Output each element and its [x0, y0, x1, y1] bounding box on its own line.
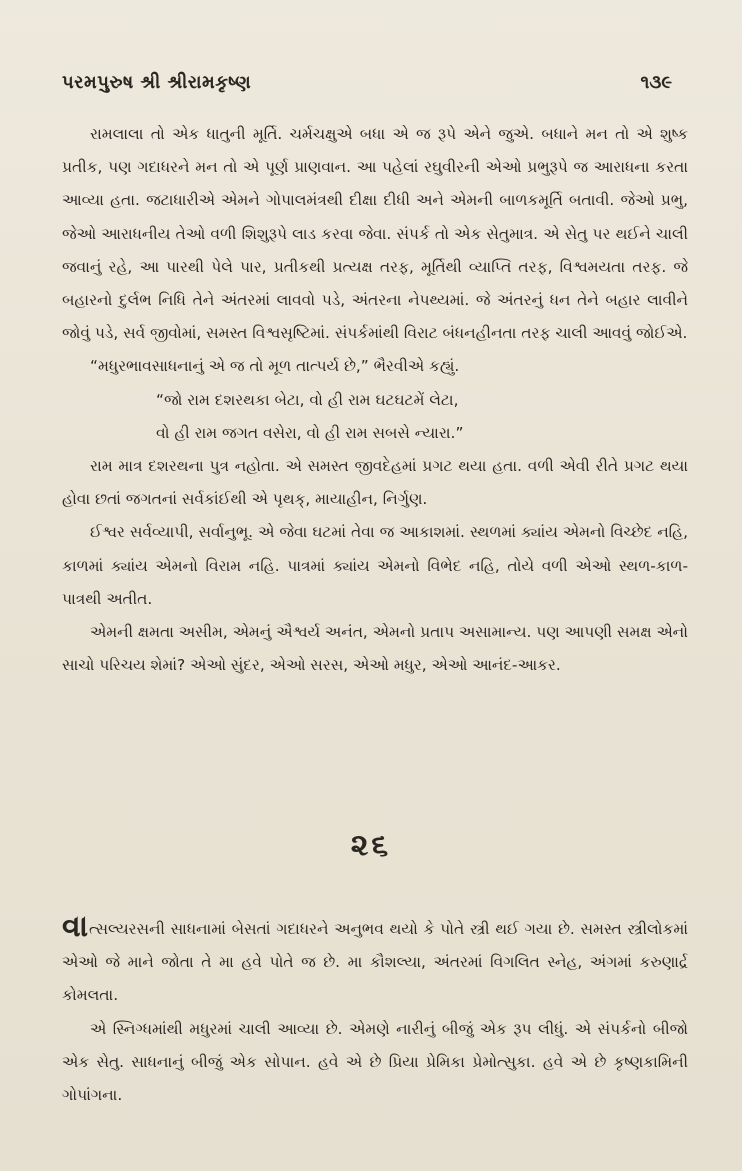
chapter-text: [62, 909, 688, 1112]
chapter-number: ૨૬: [350, 828, 392, 863]
verse-line: વો હી રામ જગત વસેરા, વો હી રામ સબસે ન્યારા.”: [156, 423, 464, 442]
drop-cap: વા: [62, 909, 89, 944]
paragraph-text: ત્સલ્યરસની સાધનામાં બેસતાં ગદાધરને અનુભવ થયો કે પોતે સ્ત્રી થઈ ગયા છે. સમસ્ત સ્ત્રીલોકમાં એઓ જે માને જોતા તે મા હવે પોતે જ છે. મા કૌશલ્યા, અંતરમાં વિગલિત સ્નેહ, અંગમાં કરુણાર્દ્ર કોમલતા.: [62, 920, 688, 1005]
paragraph: ઈશ્વર સર્વવ્યાપી, સર્વાનુભૂ. એ જેવા ઘટમાં તેવા જ આકાશમાં. સ્થળમાં ક્યાંય એમનો વિચ્છેદ નહિ, કાળમાં ક્યાંય એમનો વિરામ નહિ. પાત્રમાં ક્યાંય એમનો વિભેદ નહિ, તોયે વળી એઓ સ્થળ-કાળ-પાત્રથી અતીત.: [62, 523, 688, 608]
chapter-opening-paragraph: [62, 909, 688, 1013]
verse-line: “જો રામ દશરથકા બેટા, વો હી રામ ઘટઘટમેં લેટા,: [156, 390, 459, 409]
paragraph: રામ માત્ર દશરથના પુત્ર નહોતા. એ સમસ્ત જીવદેહમાં પ્રગટ થયા હતા. વળી એવી રીતે પ્રગટ થયા હોવા છતાં જગતનાં સર્વકાંઈથી એ પૃથક્, માયાહીન, નિર્ગુણ.: [62, 457, 688, 509]
page-number: ૧૩૯: [640, 72, 672, 93]
paragraph: એ સ્નિગ્ધમાંથી મધુરમાં ચાલી આવ્યા છે. એમણે નારીનું બીજું એક રૂપ લીધું. એ સંપર્કનો બીજો એક સેતુ. સાધનાનું બીજું એક સોપાન. હવે એ છે પ્રિયા પ્રેમિકા પ્રેમોત્સુકા. હવે એ છે કૃષ્ણકામિની ગોપાંગના.: [62, 1019, 688, 1105]
page-header: [62, 72, 672, 106]
paragraph: રામલાલા તો એક ધાતુની મૂર્તિ. ચર્મચક્ષુએ બધા એ જ રૂપે એને જુએ. બધાને મન તો એ શુષ્ક પ્રતીક, પણ ગદાધરને મન તો એ પૂર્ણ પ્રાણવાન. આ પહેલાં રઘુવીરની એઓ પ્રભુરૂપે જ આરાધના કરતા આવ્યા હતા. જટાધારીએ એમને ગોપાલમંત્રથી દીક્ષા દીધી અને એમની બાળકમૂર્તિ બતાવી. જેઓ પ્રભુ, જેઓ આરાધનીય તેઓ વળી શિશુરૂપે લાડ કરવા જેવા. સંપર્ક તો એક સેતુમાત્ર. એ સેતુ પર થઈને ચાલી જવાનું રહે, આ પારથી પેલે પાર, પ્રતીકથી પ્રત્યક્ષ તરફ, મૂર્તિથી વ્યાપ્તિ તરફ, વિશ્વમયતા તરફ. જે બહારનો દુર્લભ નિધિ તેને અંતરમાં લાવવો પડે, અંતરના નેપથ્યમાં. જે અંતરનું ધન તેને બહાર લાવીને જોવું પડે, સર્વ જીવોમાં, સમસ્ત વિશ્વસૃષ્ટિમાં. સંપર્કમાંથી વિરાટ બંધનહીનતા તરફ ચાલી આવવું જોઈએ.: [62, 125, 688, 343]
running-head: પરમપુરુષ શ્રી શ્રીરામકૃષ્ણ: [62, 72, 252, 93]
main-text: [62, 118, 688, 682]
paragraph: એમની ક્ષમતા અસીમ, એમનું ઐશ્વર્ય અનંત, એમનો પ્રતાપ અસામાન્ય. પણ આપણી સમક્ષ એનો સાચો પરિચય શેમાં? એઓ સુંદર, એઓ સરસ, એઓ મધુર, એઓ આનંદ-આકર.: [62, 623, 688, 675]
paragraph: “મધુરભાવસાધનાનું એ જ તો મૂળ તાત્પર્ય છે,” ભૈરવીએ કહ્યું.: [90, 357, 460, 376]
